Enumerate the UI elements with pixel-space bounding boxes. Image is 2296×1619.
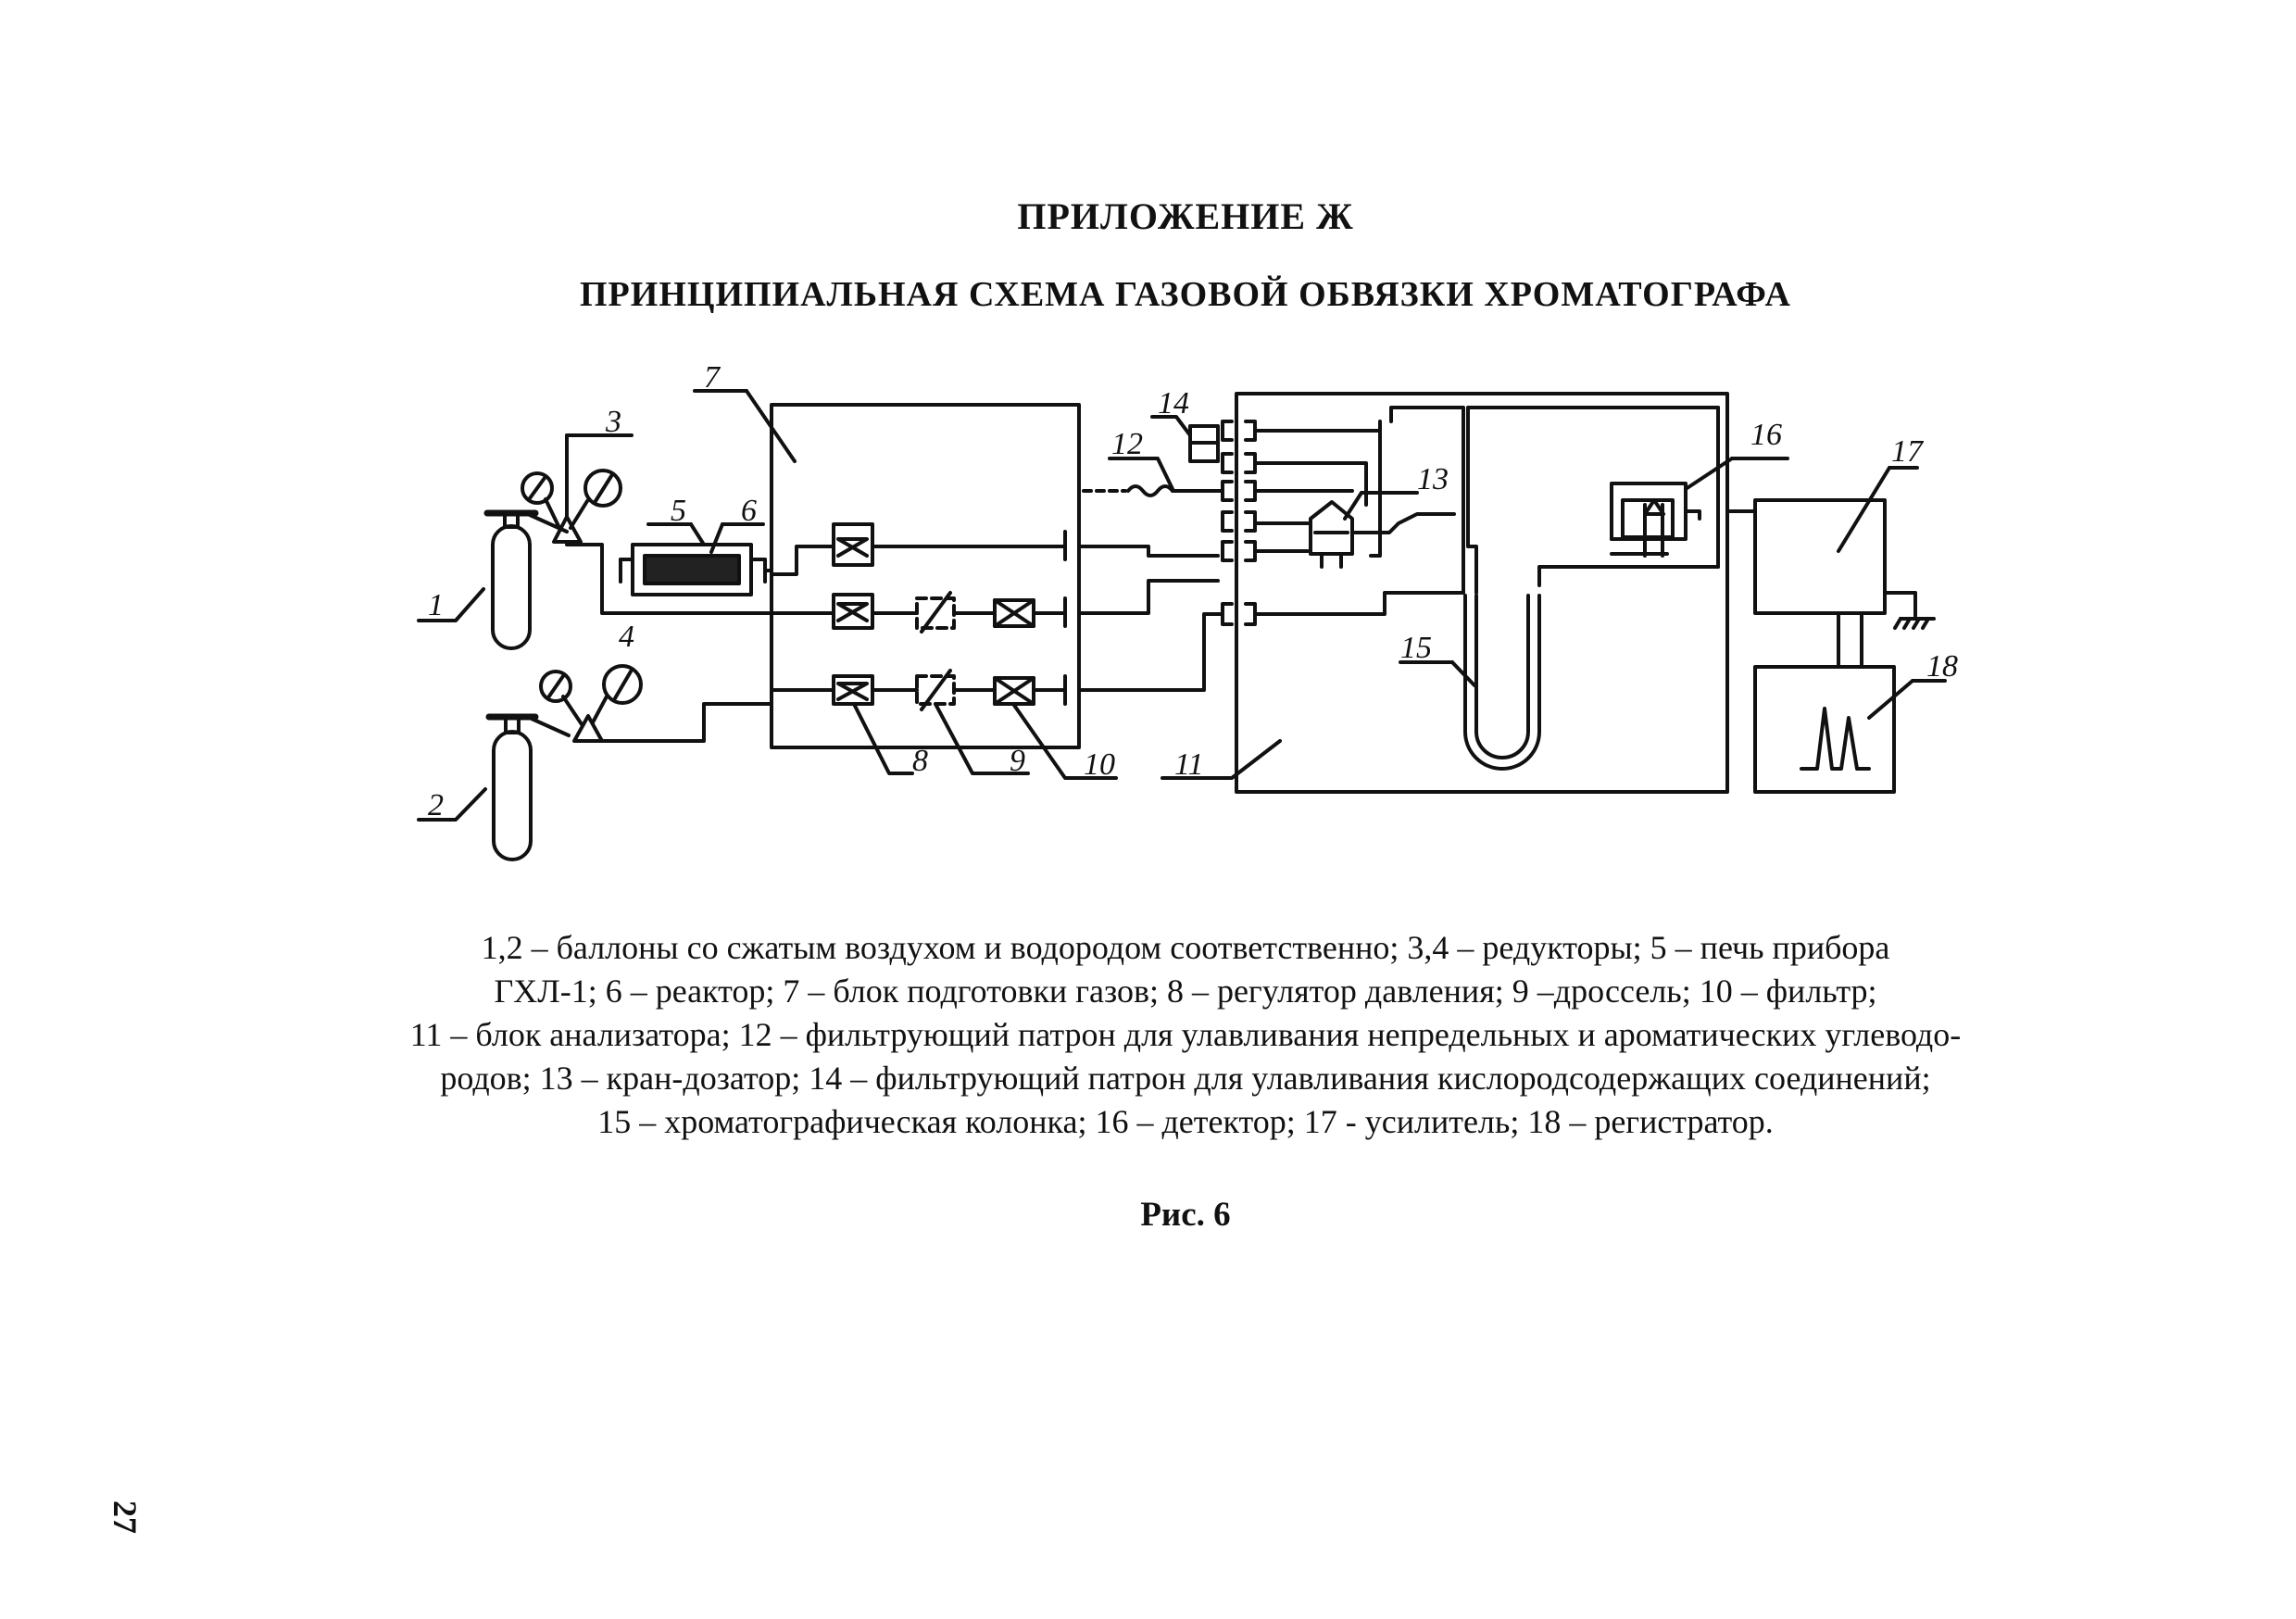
caption-line: ГХЛ-1; 6 – реактор; 7 – блок подготовки газов; 8 – регулятор давления; 9 –дроссель; 10 – фильтр; [494, 973, 1877, 1010]
scheme-title: ПРИНЦИПИАЛЬНАЯ СХЕМА ГАЗОВОЙ ОБВЯЗКИ ХРОМАТОГРАФА [580, 275, 1791, 314]
reducer-3 [522, 435, 632, 542]
analyzer-block-11 [1162, 394, 1788, 792]
caption-line: родов; 13 – кран-дозатор; 14 – фильтрующий патрон для улавливания кислородсодержащих соединений; [440, 1060, 1931, 1097]
hydrogen-cylinder-2 [489, 717, 535, 860]
callout-4: 4 [619, 620, 634, 654]
page-number: 27 [107, 1500, 144, 1534]
recorder-18 [1755, 667, 1945, 792]
callout-9: 9 [1010, 744, 1025, 778]
air-cylinder-1 [487, 512, 535, 648]
callout-8: 8 [912, 744, 928, 778]
callout-6: 6 [741, 494, 757, 528]
furnace-5-reactor-6 [621, 524, 765, 595]
callout-16: 16 [1750, 418, 1782, 452]
caption-line: 15 – хроматографическая колонка; 16 – детектор; 17 - усилитель; 18 – регистратор. [597, 1103, 1774, 1140]
caption-line: 11 – блок анализатора; 12 – фильтрующий патрон для улавливания непредельных и ароматических углеводо- [409, 1016, 1962, 1053]
callout-12: 12 [1111, 427, 1143, 461]
caption-line: 1,2 – баллоны со сжатым воздухом и водородом соответственно; 3,4 – редукторы; 5 – печь прибора [481, 929, 1890, 966]
callout-14: 14 [1158, 386, 1189, 420]
callout-17: 17 [1891, 434, 1923, 469]
callout-11: 11 [1174, 747, 1204, 782]
callout-10: 10 [1084, 747, 1115, 782]
callout-7: 7 [704, 360, 720, 395]
callout-2: 2 [428, 788, 444, 822]
connecting-lines [1079, 417, 1223, 690]
figure-label: Рис. 6 [1140, 1196, 1231, 1234]
appendix-title: ПРИЛОЖЕНИЕ Ж [1017, 195, 1354, 237]
legend-caption [0, 926, 2296, 1144]
reducer-4 [532, 666, 641, 741]
callout-1: 1 [428, 588, 444, 622]
callout-3: 3 [606, 405, 621, 439]
callout-5: 5 [671, 494, 686, 528]
gas-preparation-block-7 [695, 391, 1116, 778]
callout-18: 18 [1926, 649, 1958, 684]
callout-13: 13 [1417, 462, 1449, 496]
amplifier-17 [1727, 468, 1934, 667]
callout-15: 15 [1400, 631, 1432, 665]
